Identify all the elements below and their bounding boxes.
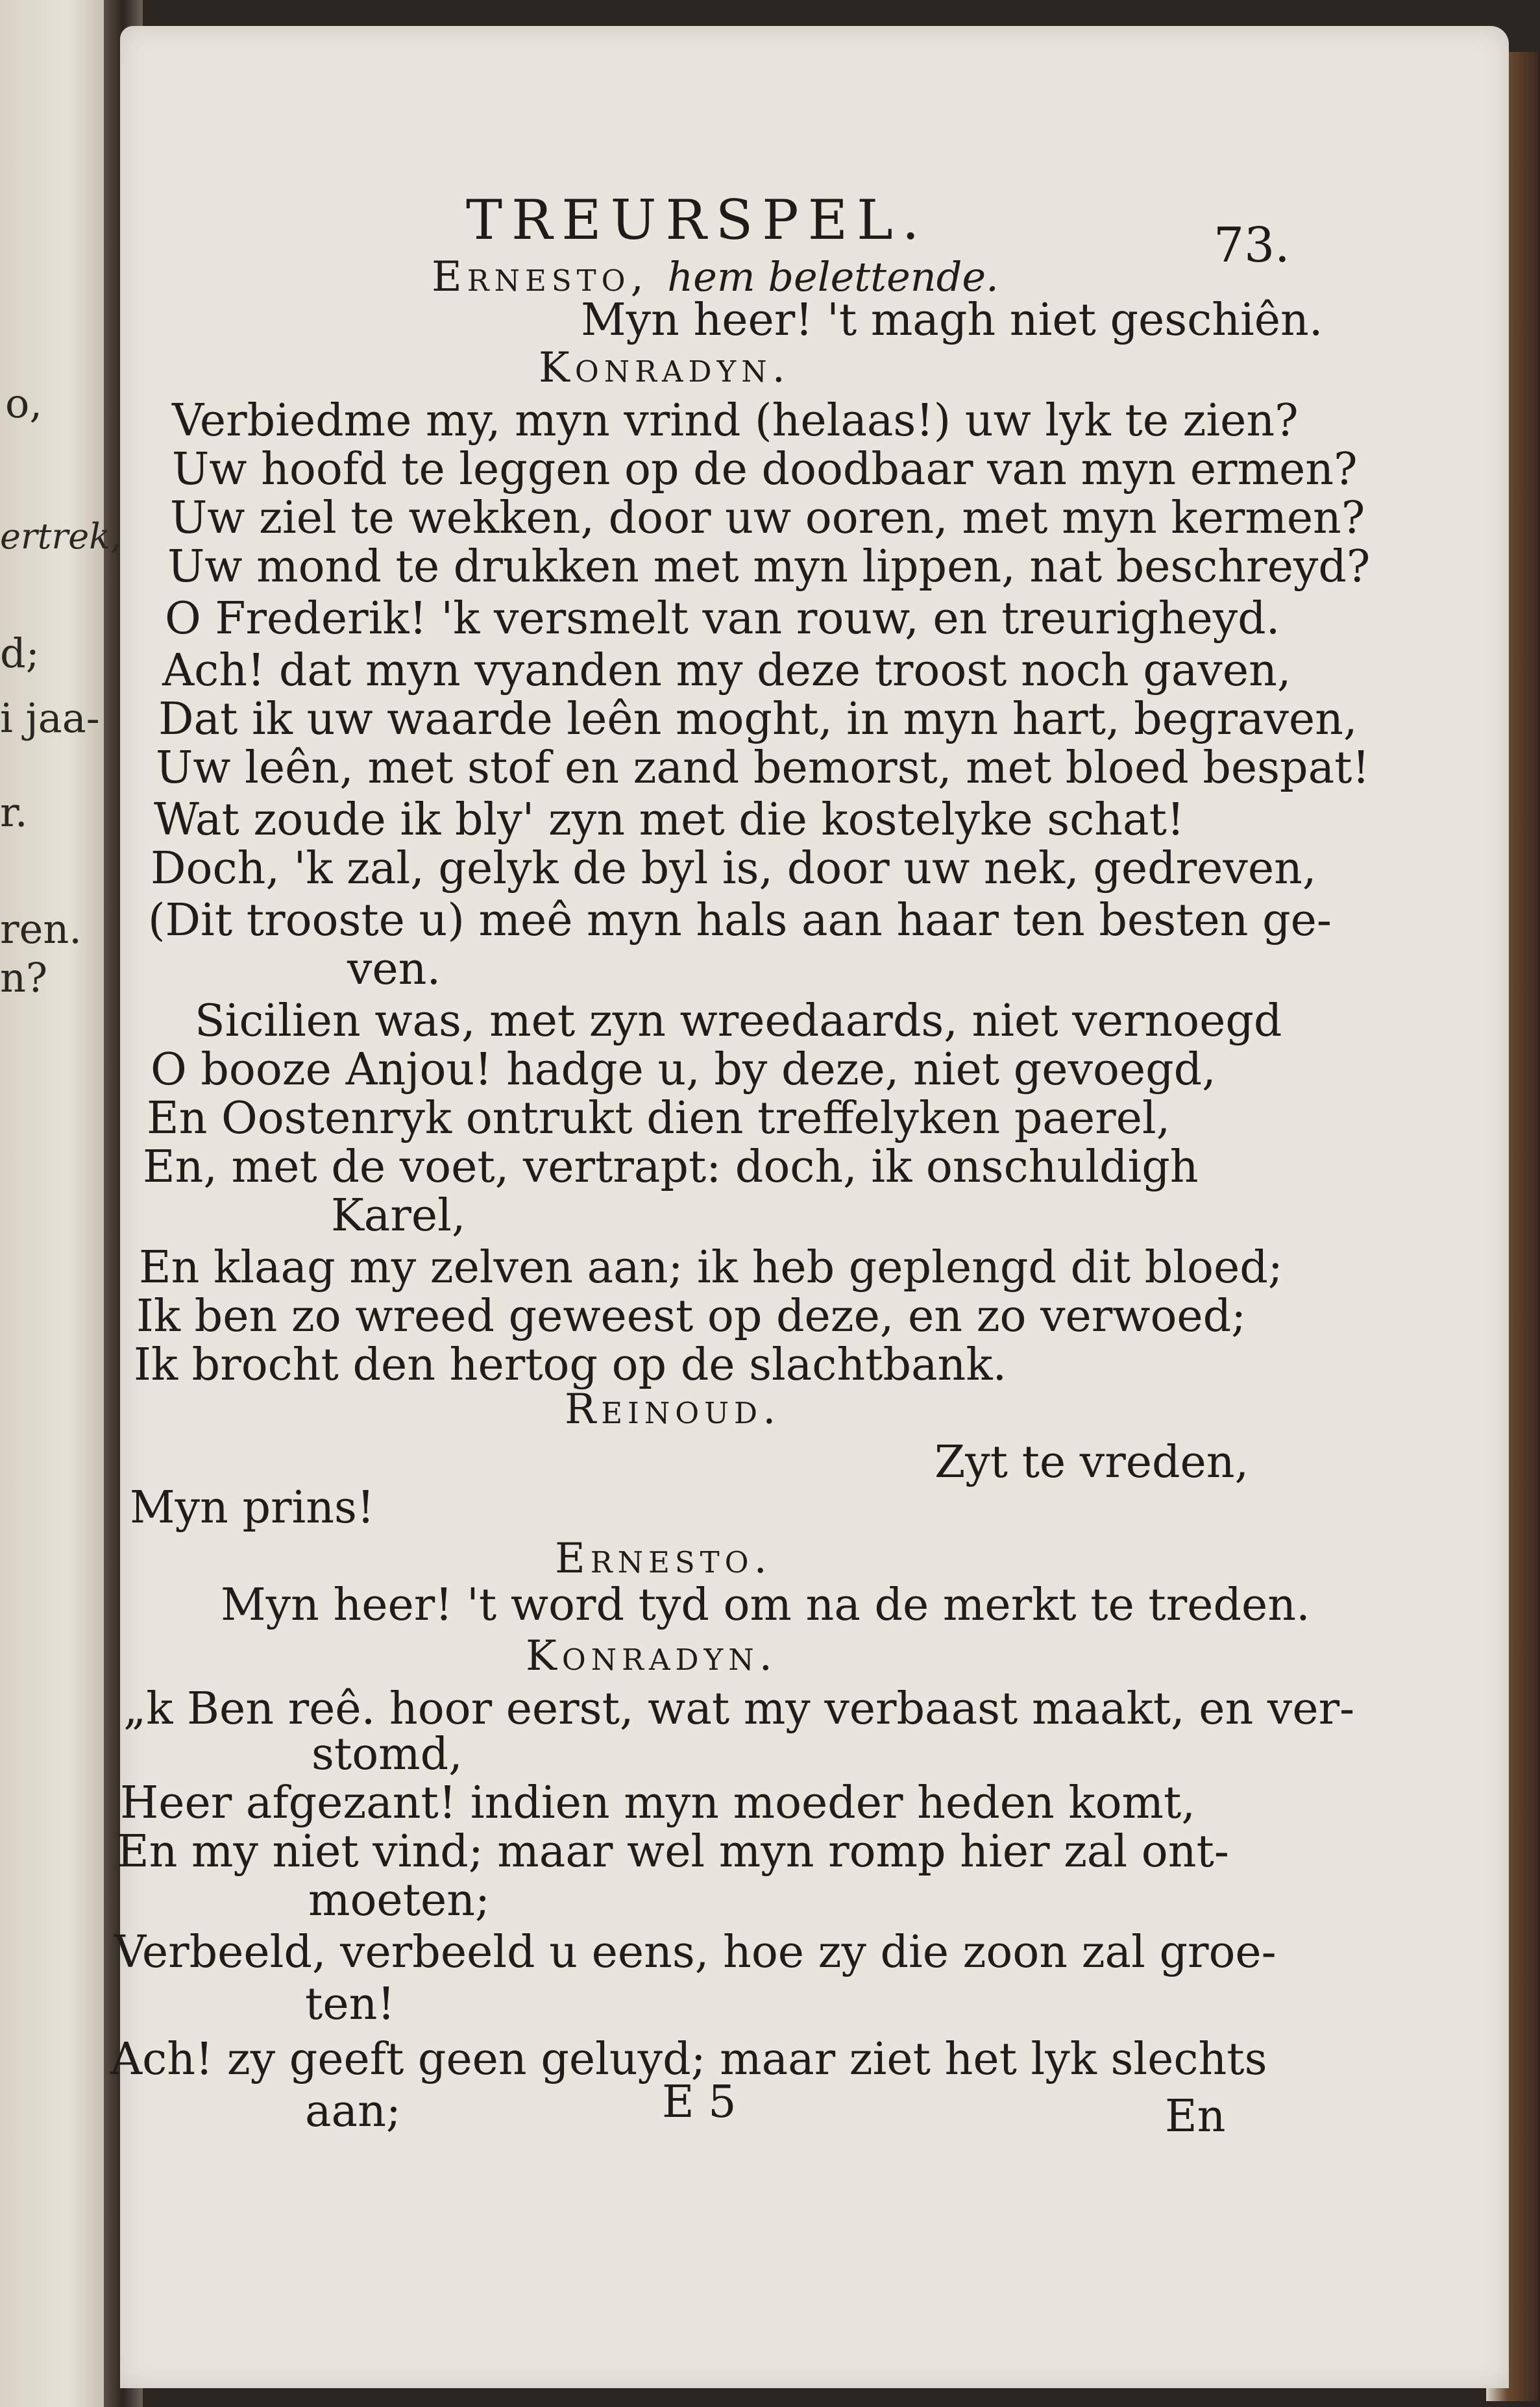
speaker-name xyxy=(565,1386,781,1434)
verse-line: Sicilien was, met zyn wreedaards, niet vernoegd xyxy=(195,996,1282,1047)
verse-line: O Frederik! 'k versmelt van rouw, en treurigheyd. xyxy=(165,593,1280,644)
verse-line: moeten; xyxy=(308,1875,490,1926)
speaker-name xyxy=(526,1632,777,1680)
verse-line: Karel, xyxy=(331,1190,466,1241)
speaker-label: Ernesto. xyxy=(555,1535,772,1583)
verse-line: Uw hoofd te leggen op de doodbaar van myn ermen? xyxy=(172,444,1358,495)
verse-line: Myn prins! xyxy=(130,1482,375,1533)
signature-mark: E 5 xyxy=(662,2077,737,2128)
speaker-name xyxy=(539,344,790,392)
verse-line: En, met de voet, vertrapt: doch, ik onschuldigh xyxy=(143,1142,1199,1193)
verse-line: En klaag my zelven aan; ik heb geplengd dit bloed; xyxy=(139,1242,1283,1293)
verse-line: ten! xyxy=(305,1979,395,2030)
verse-line: Dat ik uw waarde leên moght, in myn hart, begraven, xyxy=(158,694,1358,745)
margin-fragment: ren. xyxy=(0,905,82,953)
catchword: En xyxy=(1165,2091,1226,2142)
verse-line: Uw mond te drukken met myn lippen, nat beschreyd? xyxy=(167,541,1371,593)
verse-line: Uw leên, met stof en zand bemorst, met bloed bespat! xyxy=(156,742,1370,794)
verse-line: Uw ziel te wekken, door uw ooren, met myn kermen? xyxy=(170,493,1365,544)
speaker-label: Ernesto, xyxy=(432,253,649,301)
speaker-name xyxy=(432,253,999,301)
verse-line: Heer afgezant! indien myn moeder heden komt, xyxy=(120,1778,1195,1829)
margin-fragment: i jaa- xyxy=(0,694,100,742)
speaker-name xyxy=(555,1535,772,1583)
verse-line: aan; xyxy=(305,2086,401,2137)
verse-line: „k Ben reê. hoor eerst, wat my verbaast maakt, en ver- xyxy=(123,1683,1355,1735)
verse-line: stomd, xyxy=(312,1729,463,1780)
margin-fragment: n? xyxy=(0,954,48,1001)
verse-line: O booze Anjou! hadge u, by deze, niet gevoegd, xyxy=(151,1044,1216,1095)
verse-line: Myn heer! 't word tyd om na de merkt te treden. xyxy=(221,1580,1310,1631)
speaker-label: Konradyn. xyxy=(539,344,790,392)
verse-line: (Dit trooste u) meê myn hals aan haar ten besten ge- xyxy=(148,895,1332,946)
running-head: TREURSPEL. xyxy=(466,188,929,252)
verse-line: ven. xyxy=(347,944,441,995)
margin-fragment: d; xyxy=(0,629,40,677)
verse-line: Zyt te vreden, xyxy=(935,1437,1249,1488)
verse-line: Wat zoude ik bly' zyn met die kostelyke schat! xyxy=(154,794,1185,846)
margin-fragment: o, xyxy=(5,380,43,427)
verse-line: Verbiedme my, myn vrind (helaas!) uw lyk te zien? xyxy=(172,395,1299,446)
stage-direction: hem belettende. xyxy=(667,253,999,300)
verse-line: Doch, 'k zal, gelyk de byl is, door uw nek, gedreven, xyxy=(151,843,1317,894)
verse-line: Ach! dat myn vyanden my deze troost noch gaven, xyxy=(162,645,1291,696)
speaker-label: Reinoud. xyxy=(565,1386,781,1434)
verse-line: En Oostenryk ontrukt dien treffelyken paerel, xyxy=(147,1093,1171,1144)
margin-fragment: ertrek, xyxy=(0,516,122,557)
verse-line: Ik ben zo wreed geweest op deze, en zo verwoed; xyxy=(136,1291,1247,1342)
page-number: 73. xyxy=(1214,217,1290,273)
verse-line: Verbeeld, verbeeld u eens, hoe zy die zoon zal groe- xyxy=(114,1927,1277,1978)
left-page-edge xyxy=(0,0,114,2407)
verse-line: Myn heer! 't magh niet geschiên. xyxy=(581,295,1323,346)
verse-line: En my niet vind; maar wel myn romp hier zal ont- xyxy=(117,1826,1229,1877)
verse-line: Ik brocht den hertog op de slachtbank. xyxy=(134,1339,1007,1391)
margin-fragment: r. xyxy=(0,788,28,836)
speaker-label: Konradyn. xyxy=(526,1632,777,1680)
verse-line: Ach! zy geeft geen geluyd; maar ziet het lyk slechts xyxy=(110,2034,1267,2085)
